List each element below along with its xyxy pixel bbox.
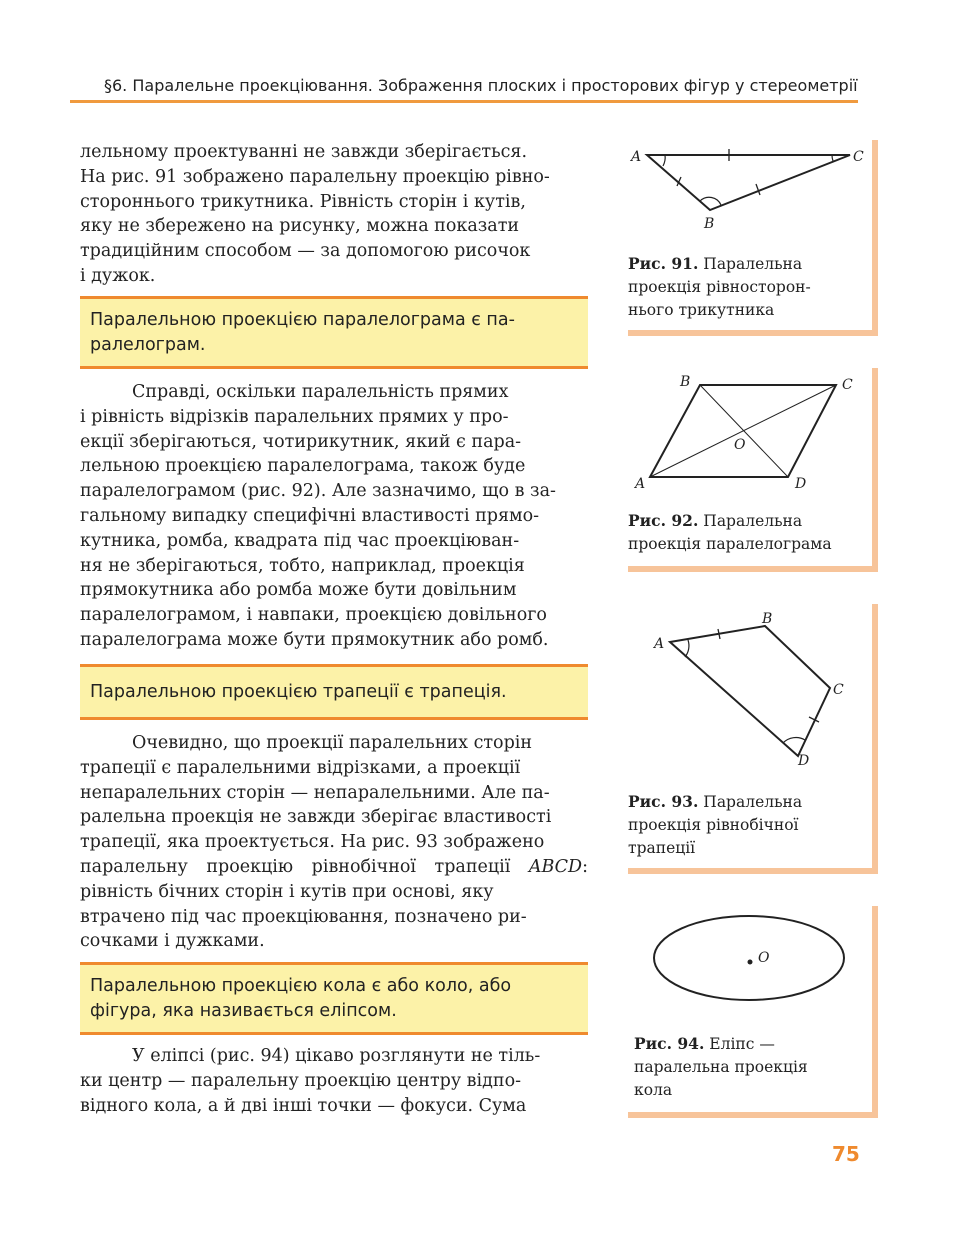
figure-caption xyxy=(628,509,868,556)
vertex-label-d: D xyxy=(795,476,807,492)
vertex-label-d: D xyxy=(798,753,810,769)
text-span: : xyxy=(582,856,588,877)
figure-93 xyxy=(628,604,878,874)
text-line: лельною проекцією паралелограма, також буде xyxy=(80,456,526,477)
text-line: ралельна проекція не завжди зберігає властивості xyxy=(80,807,552,828)
text-line: непаралельних сторін — непаралельними. Але па- xyxy=(80,782,550,803)
figure-caption xyxy=(628,790,868,860)
italic-label: ABCD xyxy=(528,856,583,877)
text-line: Справді, оскільки паралельність прямих xyxy=(132,382,509,402)
caption-number: Рис. 91. xyxy=(628,254,699,273)
text-line: і рівність відрізків паралельних прямих у про- xyxy=(80,406,509,427)
rule-box-parallelogram xyxy=(80,296,588,369)
text-line: паралелограма може бути прямокутник або ромб. xyxy=(80,629,549,650)
page-number: 75 xyxy=(832,1142,860,1166)
caption-line: проекція рівносторон- xyxy=(628,278,811,296)
caption-line: Паралельна xyxy=(703,793,803,811)
text-line: прямокутника або ромба може бути довільним xyxy=(80,580,517,601)
vertex-label-b: B xyxy=(680,374,691,390)
text-line xyxy=(80,855,588,880)
center-label-o: O xyxy=(734,437,746,453)
text-line: сочками і дужками. xyxy=(80,931,265,952)
text-line: трапеції, яка проектується. На рис. 93 зображено xyxy=(80,832,545,853)
caption-line: проекція паралелограма xyxy=(628,535,832,553)
center-label-o: O xyxy=(758,950,770,966)
text-line: На рис. 91 зображено паралельну проекцію рівно- xyxy=(80,166,550,187)
paragraph-4 xyxy=(80,1044,588,1118)
caption-number: Рис. 92. xyxy=(628,511,699,530)
text-line: ки центр — паралельну проекцію центру відпо- xyxy=(80,1070,522,1091)
rule-text-line: фігура, яка називається еліпсом. xyxy=(90,1000,397,1021)
caption-line: проекція рівнобічної xyxy=(628,816,799,834)
figure-caption xyxy=(634,1032,874,1102)
caption-number: Рис. 94. xyxy=(634,1034,705,1053)
text-line: кутника, ромба, квадрата під час проекціюван- xyxy=(80,530,520,551)
text-line: рівність бічних сторін і кутів при основі, яку xyxy=(80,881,494,902)
paragraph-2 xyxy=(80,380,588,653)
caption-line: нього трикутника xyxy=(628,301,775,319)
caption-line: паралельна проекція xyxy=(634,1058,808,1076)
text-line: екції зберігаються, чотирикутник, який є пара- xyxy=(80,431,522,452)
text-line: ня не зберігаються, тобто, наприклад, проекція xyxy=(80,555,525,576)
caption-line: трапеції xyxy=(628,839,696,857)
figure-caption xyxy=(628,252,868,322)
rule-box-trapezoid xyxy=(80,664,588,720)
text-line: стороннього трикутника. Рівність сторін і кутів, xyxy=(80,191,526,212)
figure-94 xyxy=(628,906,878,1118)
text-line: гальному випадку специфічні властивості прямо- xyxy=(80,505,540,526)
text-line: втрачено під час проекціювання, позначено ри- xyxy=(80,906,527,927)
text-line: паралелограмом, і навпаки, проекцією довільного xyxy=(80,605,547,626)
caption-line: кола xyxy=(634,1081,673,1099)
text-line: лельному проектуванні не завжди зберігається. xyxy=(80,142,528,162)
text-line: яку не збережено на рисунку, можна показати xyxy=(80,216,520,237)
figure-92 xyxy=(628,368,878,572)
vertex-label-c: C xyxy=(853,149,864,165)
vertex-label-a: A xyxy=(635,476,646,492)
rule-text-line: Паралельною проекцією кола є або коло, або xyxy=(90,975,512,996)
caption-line: Паралельна xyxy=(703,255,803,273)
text-line: У еліпсі (рис. 94) цікаво розглянути не тіль- xyxy=(132,1046,541,1066)
running-header: §6. Паралельне проекціювання. Зображення плоских і просторових фігур у стереометрії xyxy=(104,76,858,95)
text-line: і дужок. xyxy=(80,265,156,286)
rule-text-line: Паралельною проекцією трапеції є трапеція. xyxy=(90,681,507,702)
text-line: традиційним способом — за допомогою рисочок xyxy=(80,241,531,262)
caption-line: Еліпс — xyxy=(709,1035,775,1053)
vertex-label-c: C xyxy=(842,377,853,393)
vertex-label-a: A xyxy=(654,636,665,652)
caption-line: Паралельна xyxy=(703,512,803,530)
rule-text-line: ралелограм. xyxy=(90,334,206,355)
figure-91 xyxy=(628,140,878,336)
rule-box-circle xyxy=(80,962,588,1035)
text-span: паралельну проекцію рівнобічної трапеції xyxy=(80,856,511,877)
paragraph-3 xyxy=(80,731,588,954)
text-line: відного кола, а й дві інші точки — фокуси. Сума xyxy=(80,1095,527,1116)
paragraph-1 xyxy=(80,140,588,289)
text-line: Очевидно, що проекції паралельних сторін xyxy=(132,733,533,753)
text-line: трапеції є паралельними відрізками, а проекції xyxy=(80,757,521,778)
header-divider xyxy=(70,100,858,103)
vertex-label-b: B xyxy=(704,216,715,232)
caption-number: Рис. 93. xyxy=(628,792,699,811)
text-line: паралелограмом (рис. 92). Але зазначимо, що в за- xyxy=(80,481,556,502)
rule-text-line: Паралельною проекцією паралелограма є па- xyxy=(90,309,515,330)
vertex-label-b: B xyxy=(762,611,773,627)
vertex-label-a: A xyxy=(631,149,642,165)
vertex-label-c: C xyxy=(833,682,844,698)
